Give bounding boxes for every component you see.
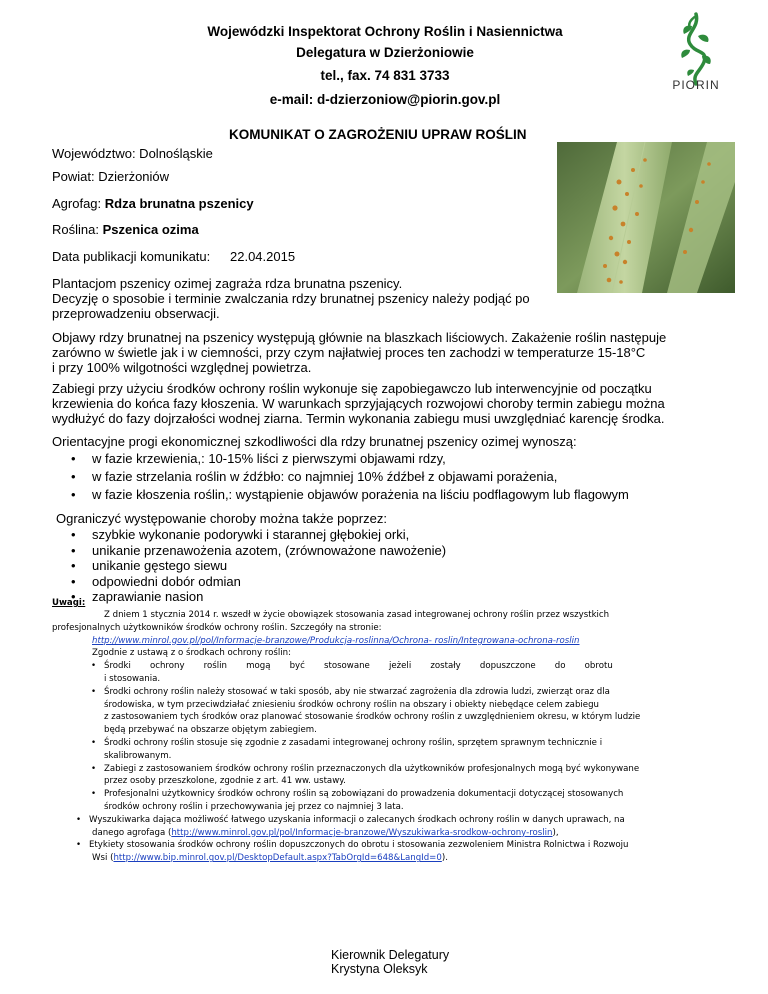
symptoms-line: zarówno w świetle jak i w ciemności, przy czym najłatwiej proces ten zachodzi w temperaturze 15-18°C: [52, 345, 646, 360]
notes-line: środków ochrony roślin i przechowywania jej przez co najmniej 3 lata.: [104, 801, 404, 812]
list-item: • unikanie przenawożenia azotem, (zrównoważone nawożenie): [52, 543, 652, 559]
symptoms-line: Objawy rdzy brunatnej na pszenicy występują głównie na blaszkach liściowych. Zakażenie roślin następuje: [52, 330, 667, 345]
treatment-paragraph: [52, 381, 717, 426]
signature: [331, 948, 449, 976]
notes-line: • Etykiety stosowania środków ochrony roślin dopuszczonych do obrotu i stosowania zezwoleniem Ministra Rolnictwa i Rozwoju: [89, 839, 716, 852]
email-line[interactable]: e-mail: d-dzierzoniow@piorin.gov.pl: [269, 92, 501, 107]
wheat-leaf-rust-photo: [557, 142, 735, 293]
list-item: • szybkie wykonanie podorywki i starannej głębokiej orki,: [52, 527, 652, 543]
voivodeship: Województwo: Dolnośląskie: [52, 146, 213, 161]
list-item: • w fazie kłoszenia roślin,: wystąpienie objawów porażenia na liściu podflagowym lub flagowym: [52, 487, 712, 503]
pest-value: Rdza brunatna pszenicy: [104, 196, 254, 211]
publication-date-label: Data publikacji komunikatu:: [52, 249, 211, 264]
list-item: • w fazie strzelania roślin w źdźbło: co najmniej 10% źdźbeł z objawami porażenia,: [52, 469, 712, 485]
limit-list: [52, 527, 652, 605]
pest-label: Agrofag:: [52, 196, 102, 211]
plant-row: [52, 222, 199, 237]
intro-line: Plantacjom pszenicy ozimej zagraża rdza brunatna pszenicy.: [52, 276, 403, 291]
notes-line: • Środki ochrony roślin stosuje się zgodnie z zasadami integrowanej ochrony roślin, sprzętem sprawnym technicznie i: [104, 737, 716, 750]
notes-line: • Wyszukiwarka dająca możliwość łatwego uzyskania informacji o zalecanych środkach ochrony roślin w danych uprawach, na: [89, 814, 716, 827]
thresholds-list: [52, 451, 712, 503]
treatment-line: wydłużyć do fazy dojrzałości wodnej ziarna. Termin wykonania zabiegu musi uwzględniać karencję środka.: [52, 411, 665, 426]
list-item: • zaprawianie nasion: [52, 589, 652, 605]
county: Powiat: Dzierżoniów: [52, 169, 170, 184]
signature-name: Krystyna Oleksyk: [331, 962, 428, 976]
notes-text: danego agrofaga (: [92, 827, 172, 838]
limit-intro: Ograniczyć występowanie choroby można także poprzez:: [56, 511, 387, 526]
notes-text: Wsi (: [92, 853, 114, 864]
ipm-link[interactable]: http://www.minrol.gov.pl/pol/Informacje-branzowe/Produkcja-roslinna/Ochrona- roslin/Integrowana-ochrona-roslin: [92, 635, 580, 646]
symptoms-line: i przy 100% wilgotności względnej powietrza.: [52, 360, 312, 375]
labels-link[interactable]: http://www.bip.minrol.gov.pl/DesktopDefault.aspx?TabOrgId=648&LangId=0: [113, 853, 442, 864]
intro-line: przeprowadzeniu obserwacji.: [52, 306, 220, 321]
phone-fax: tel., fax. 74 831 3733: [320, 68, 450, 83]
notes-line: • Zabiegi z zastosowaniem środków ochrony roślin przeznaczonych dla użytkowników profesjonalnych mogą być wykonywane: [104, 763, 716, 776]
notes-line: • Profesjonalni użytkownicy środków ochrony roślin są zobowiązani do prowadzenia dokumentacji dotyczącej stosowanych: [104, 788, 716, 801]
notes-line: z zastosowaniem tych środków oraz planować stosowanie środków ochrony roślin z uwzględnieniem okresu, w którym ludzie: [104, 712, 641, 723]
notes-line: skalibrowanym.: [104, 750, 172, 761]
pest-row: [52, 196, 254, 211]
list-item: • w fazie krzewienia,: 10-15% liści z pierwszymi objawami rdzy,: [52, 451, 712, 467]
intro-line: Decyzję o sposobie i terminie zwalczania rdzy brunatnej pszenicy należy podjąć po: [52, 291, 530, 306]
notes-line: Z dniem 1 stycznia 2014 r. wszedł w życie obowiązek stosowania zasad integrowanej ochrony roślin przez wszystkich: [104, 610, 610, 620]
logo-text: PIORIN: [672, 78, 720, 92]
intro-paragraph: [52, 276, 552, 321]
signature-title: Kierownik Delegatury: [331, 948, 450, 962]
treatment-line: krzewienia do końca fazy kłoszenia. W warunkach sprzyjających rozwojowi choroby termin zabiegu można: [52, 396, 665, 411]
notes-line: będą przebywać na obszarze objętym zabiegiem.: [104, 725, 317, 736]
list-item: • unikanie gęstego siewu: [52, 558, 652, 574]
notes-line: • Środki ochrony roślin należy stosować w taki sposób, aby nie stwarzać zagrożenia dla zdrowia ludzi, zwierząt oraz dla: [104, 686, 716, 699]
notes-line: • Środki ochrony roślin mogą być stosowane jeżeli zostały dopuszczone do obrotu: [104, 660, 716, 673]
search-tool-link[interactable]: http://www.minrol.gov.pl/pol/Informacje-branzowe/Wyszukiwarka-srodkow-ochrony-roslin: [171, 827, 553, 838]
plant-value: Pszenica ozima: [102, 222, 199, 237]
list-item: • odpowiedni dobór odmian: [52, 574, 652, 590]
notes-text: ).: [441, 853, 448, 864]
treatment-line: Zabiegi przy użyciu środków ochrony roślin wykonuje się zapobiegawczo lub interwencyjnie od początku: [52, 381, 652, 396]
publication-date-value: 22.04.2015: [230, 249, 296, 264]
notes-text: ),: [552, 827, 559, 838]
notes-line: przez osoby przeszkolone, zgodnie z art. 41 ww. ustawy.: [104, 776, 346, 787]
notes-line: profesjonalnych użytkowników środków ochrony roślin. Szczegóły na stronie:: [52, 622, 382, 633]
notes-block: [52, 609, 716, 865]
notes-heading: Uwagi:: [52, 598, 86, 608]
plant-label: Roślina:: [52, 222, 99, 237]
law-line: Zgodnie z ustawą z o środkach ochrony roślin:: [92, 648, 291, 659]
notes-line: i stosowania.: [104, 673, 161, 684]
notes-line: środowiska, w tym przeciwdziałać zniesieniu środków ochrony roślin na obszary i obiekty niebędące celem zabiegu: [104, 699, 599, 710]
inspectorate-name: Wojewódzki Inspektorat Ochrony Roślin i Nasiennictwa: [207, 24, 563, 39]
thresholds-intro: Orientacyjne progi ekonomicznej szkodliwości dla rdzy brunatnej pszenicy ozimej wynoszą:: [52, 434, 577, 449]
notice-title: KOMUNIKAT O ZAGROŻENIU UPRAW ROŚLIN: [229, 127, 527, 142]
symptoms-paragraph: [52, 330, 717, 375]
delegation-name: Delegatura w Dzierżoniowie: [296, 45, 474, 60]
